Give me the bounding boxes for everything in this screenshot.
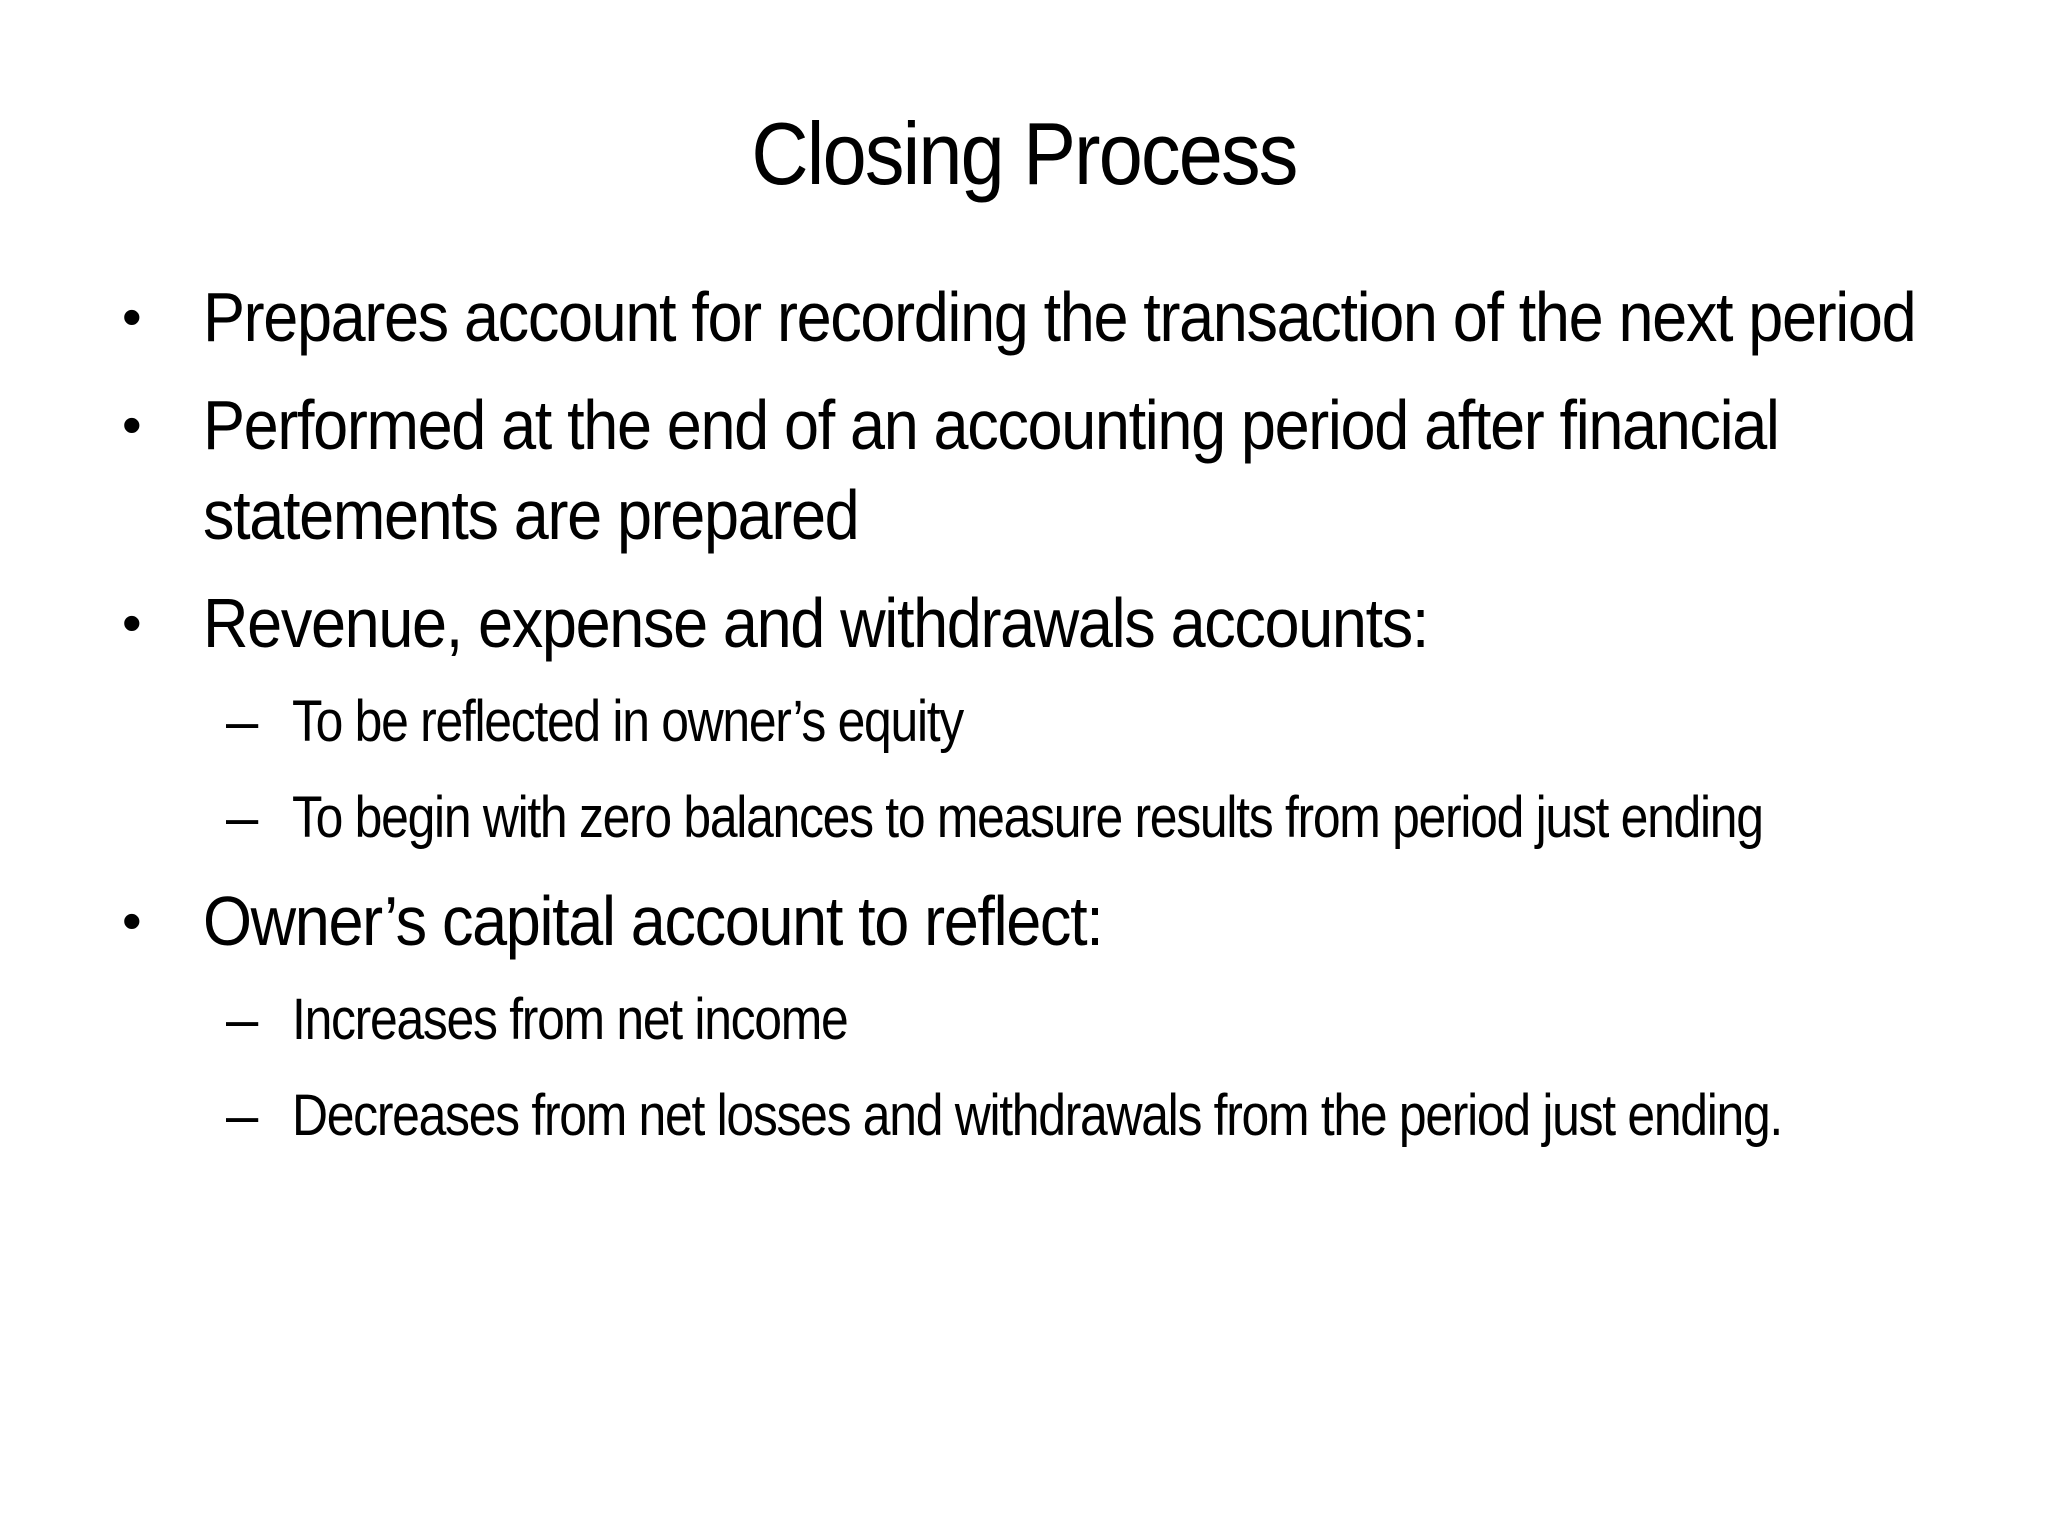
dash-icon: –	[226, 785, 257, 850]
sub-bullet-item	[0, 1076, 1912, 1156]
dash-icon: –	[226, 1083, 257, 1148]
bullet-icon: •	[122, 285, 141, 348]
bullet-text: Prepares account for recording the transaction of the next period	[203, 278, 1916, 356]
bullet-item	[0, 380, 1943, 560]
sub-bullet-item	[0, 682, 1912, 762]
bullet-text: Performed at the end of an accounting period after financial statements are prepared	[203, 386, 1779, 554]
bullet-item	[0, 876, 1943, 1156]
sub-bullet-list	[203, 682, 1943, 858]
bullet-list	[0, 272, 2048, 1174]
slide-title: Closing Process	[751, 104, 1297, 203]
dash-icon: –	[226, 689, 257, 754]
bullet-text: Owner’s capital account to reflect:	[203, 882, 1103, 960]
bullet-text: Revenue, expense and withdrawals accounts:	[203, 584, 1429, 662]
dash-icon: –	[226, 987, 257, 1052]
bullet-item	[0, 578, 1943, 858]
bullet-item	[0, 272, 1943, 362]
sub-bullet-text: Decreases from net losses and withdrawals from the period just ending.	[292, 1083, 1783, 1148]
sub-bullet-item	[0, 778, 1912, 858]
sub-bullet-item	[0, 980, 1912, 1060]
sub-bullet-text: To begin with zero balances to measure results from period just ending	[292, 785, 1763, 850]
sub-bullet-text: Increases from net income	[292, 987, 848, 1052]
sub-bullet-text: To be reflected in owner’s equity	[292, 689, 963, 754]
bullet-icon: •	[122, 393, 141, 456]
bullet-icon: •	[122, 591, 141, 654]
bullet-icon: •	[122, 889, 141, 952]
sub-bullet-list	[203, 980, 1943, 1156]
